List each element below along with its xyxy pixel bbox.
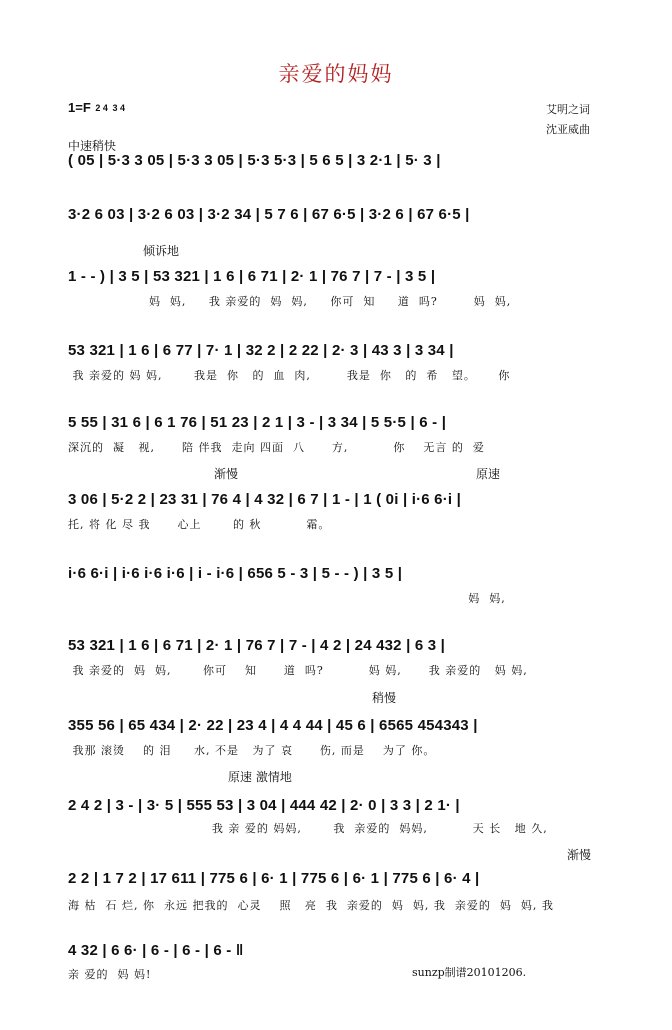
tempo-slow-2: 稍慢 [372,691,397,705]
tempo-original-1: 原速 [476,467,501,481]
lyrics-row-9: 我那 滚烫 的 泪 水, 不是 为了 哀 伤, 而是 为了 你。 [68,744,436,757]
lyrics-row-12: 亲 爱的 妈 妈! [68,968,152,981]
lyrics-row-10: 我 亲 爱的 妈妈, 我 亲爱的 妈妈, 天 长 地 久, [68,822,548,835]
transcriber-signature: sunzp制谱20101206. [412,966,527,979]
tempo-original-2: 原速 激情地 [228,770,292,784]
notation-row-5: 5 55 | 31 6 | 6 1 76 | 51 23 | 2 1 | 3 - | 3 34 | 5 5·5 | 6 - | [68,414,447,431]
tempo-slow-3: 渐慢 [567,848,592,862]
tempo-slow-1: 渐慢 [214,467,239,481]
notation-row-8: 53 321 | 1 6 | 6 71 | 2· 1 | 76 7 | 7 - | 4 2 | 24 432 | 6 3 | [68,637,446,654]
notation-row-7: i·6 6·i | i·6 i·6 i·6 | i - i·6 | 656 5 - 3 | 5 - - ) | 3 5 | [68,565,403,582]
notation-row-1: ( 05 | 5·3 3 05 | 5·3 3 05 | 5·3 5·3 | 5 6 5 | 3 2·1 | 5· 3 | [68,152,441,169]
notation-row-9: 355 56 | 65 434 | 2· 22 | 23 4 | 4 4 44 | 45 6 | 6565 454343 | [68,717,478,734]
lyrics-row-7: 妈 妈, [68,592,506,605]
tempo-intro: 中速稍快 [68,139,117,153]
notation-row-4: 53 321 | 1 6 | 6 77 | 7· 1 | 32 2 | 2 22 | 2· 3 | 43 3 | 3 34 | [68,342,454,359]
lyrics-row-11: 海 枯 石 烂, 你 永远 把我的 心灵 照 亮 我 亲爱的 妈 妈, 我 亲爱的 妈 妈, 我 [68,899,554,912]
lyrics-row-8: 我 亲爱的 妈 妈, 你可 知 道 吗? 妈 妈, 我 亲爱的 妈 妈, [68,664,528,677]
song-title: 亲爱的妈妈 [278,62,394,86]
key-signature [68,100,125,115]
lyrics-row-5: 深沉的 凝 视, 陪 伴我 走向 四面 八 方, 你 无言 的 爱 [68,441,485,454]
notation-row-12: 4 32 | 6 6· | 6 - | 6 - | 6 - ‖ [68,942,244,959]
notation-row-2: 3·2 6 03 | 3·2 6 03 | 3·2 34 | 5 7 6 | 67 6·5 | 3·2 6 | 67 6·5 | [68,206,470,223]
time-signature-2-4: 2 4 [95,103,108,114]
composer-credit: 沈亚威曲 [546,123,590,136]
lyrics-row-3: 妈 妈, 我 亲爱的 妈 妈, 你可 知 道 吗? 妈 妈, [68,295,512,308]
lyrics-row-4: 我 亲爱的 妈 妈, 我是 你 的 血 肉, 我是 你 的 希 望。 你 [68,369,511,382]
notation-row-6: 3 06 | 5·2 2 | 23 31 | 76 4 | 4 32 | 6 7 | 1 - | 1 ( 0i | i·6 6·i | [68,491,462,508]
notation-row-3: 1 - - ) | 3 5 | 53 321 | 1 6 | 6 71 | 2· 1 | 76 7 | 7 - | 3 5 | [68,268,436,285]
key-label: 1=F [68,100,91,115]
tempo-tender: 倾诉地 [143,244,180,258]
lyrics-row-6: 托, 将 化 尽 我 心上 的 秋 霜。 [68,518,331,531]
notation-row-10: 2 4 2 | 3 - | 3· 5 | 555 53 | 3 04 | 444 42 | 2· 0 | 3 3 | 2 1· | [68,797,460,814]
time-signature-3-4: 3 4 [112,103,126,114]
notation-row-11: 2 2 | 1 7 2 | 17 611 | 775 6 | 6· 1 | 775 6 | 6· 1 | 775 6 | 6· 4 | [68,870,480,887]
lyricist-credit: 艾明之词 [546,103,590,116]
